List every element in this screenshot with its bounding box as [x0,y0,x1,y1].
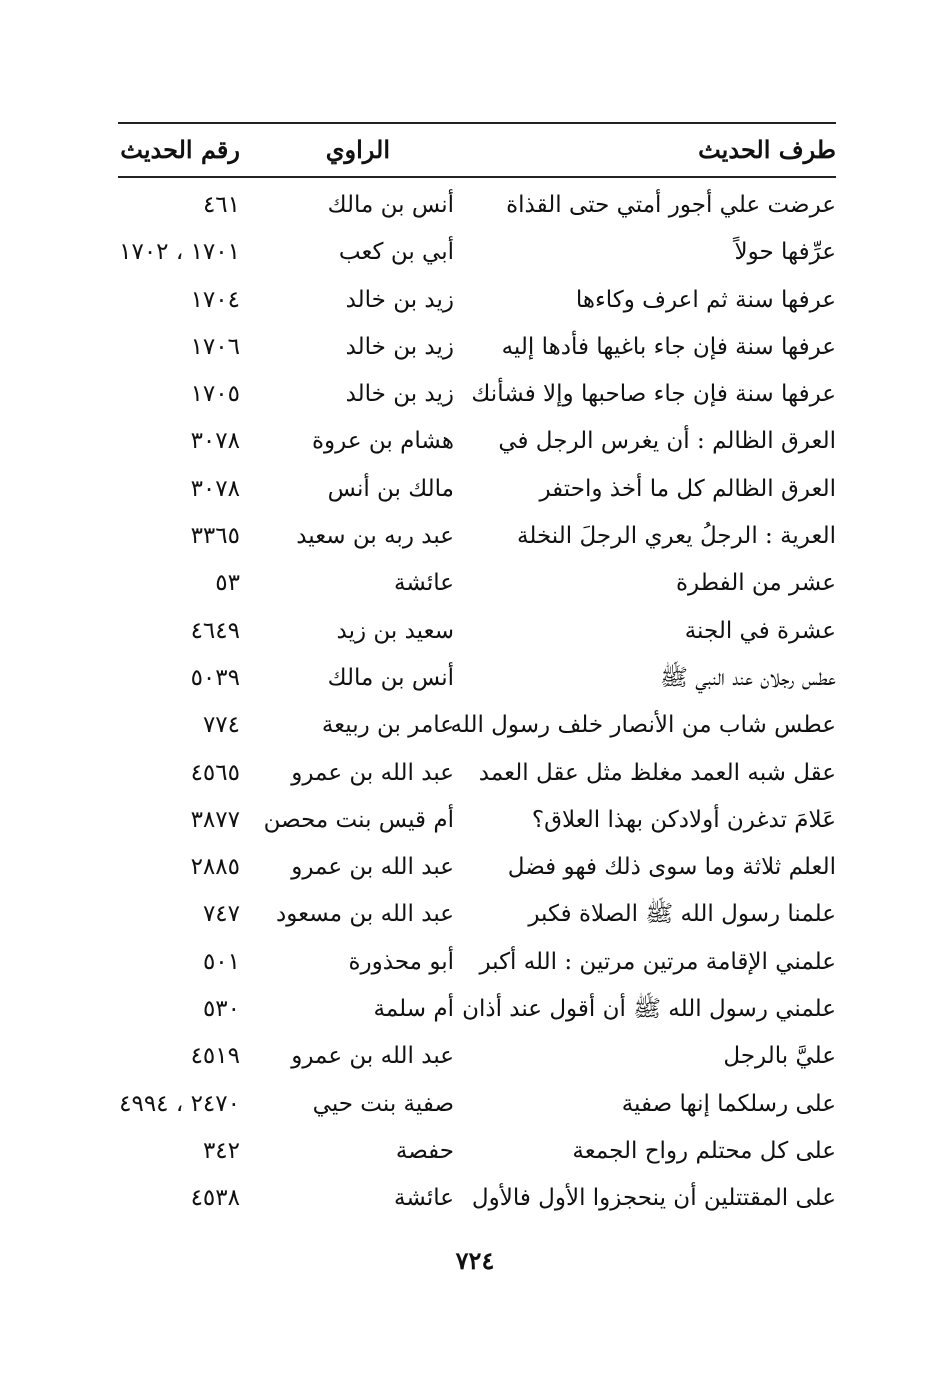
hadith-text: عرضت علي أجور أمتي حتى القذاة [506,192,836,218]
hadith-number: ٤٦١ [202,192,240,218]
hadith-text: عرفها سنة فإن جاء باغيها فأدها إليه [501,333,836,360]
hadith-number: ٥٠٣٩ [190,664,240,691]
narrator-name: زيد بن خالد [345,333,454,360]
hadith-number: ٢٤٧٠ ، ٤٩٩٤ [119,1090,240,1117]
hadith-index-table [118,122,836,1223]
table-row [118,608,836,655]
header-narrator: الراوي [325,135,390,164]
hadith-number: ١٧٠٦ [190,333,240,360]
narrator-name: سعيد بن زيد [336,617,454,644]
hadith-text: عرفها سنة فإن جاء صاحبها وإلا فشأنك [471,381,836,408]
hadith-text: عقل شبه العمد مغلظ مثل عقل العمد [478,759,836,786]
hadith-text: عطس رجلان عند النبي ﷺ [660,664,836,691]
hadith-number: ١٧٠١ ، ١٧٠٢ [119,239,240,266]
table-row [118,182,836,229]
hadith-text: علمني رسول الله ﷺ أن أقول عند أذان [462,996,836,1023]
narrator-name: عبد ربه بن سعيد [296,523,454,550]
narrator-name: عبد الله بن عمرو [291,1043,454,1070]
narrator-name: صفية بنت حيي [312,1090,454,1117]
header-number: رقم الحديث [120,135,240,164]
table-row [118,655,836,702]
hadith-number: ٤٥١٩ [190,1043,240,1070]
hadith-text: علمنا رسول الله ﷺ الصلاة فكبر [528,901,836,928]
hadith-number: ٣٠٧٨ [190,475,240,502]
hadith-number: ٤٥٦٥ [190,759,240,786]
table-row [118,513,836,560]
hadith-number: ٥٠١ [202,948,240,975]
narrator-name: أنس بن مالك [327,192,454,218]
table-row [118,891,836,938]
table-row [118,1033,836,1080]
hadith-text: العرق الظالم : أن يغرس الرجل في [498,428,836,455]
hadith-number: ٤٦٤٩ [190,617,240,644]
table-row [118,324,836,371]
narrator-name: عبد الله بن عمرو [291,759,454,786]
header-hadith: طرف الحديث [698,135,836,164]
table-row [118,1081,836,1128]
hadith-text: عَلامَ تدغرن أولادكن بهذا العلاق؟ [531,806,836,833]
narrator-name: أم سلمة [373,996,454,1023]
table-row [118,371,836,418]
hadith-text: على رسلكما إنها صفية [621,1090,836,1117]
hadith-number: ٣٣٦٥ [190,523,240,550]
table-row [118,1128,836,1175]
hadith-text: عطس شاب من الأنصار خلف رسول الله [450,712,836,739]
narrator-name: أبو محذورة [348,948,454,975]
table-header [118,122,836,178]
table-row [118,277,836,324]
table-row [118,702,836,749]
hadith-number: ٥٣ [215,570,240,597]
narrator-name: أم قيس بنت محصن [263,806,454,833]
hadith-number: ٣٠٧٨ [190,428,240,455]
narrator-name: هشام بن عروة [312,428,454,455]
hadith-text: العرية : الرجلُ يعري الرجلَ النخلة [517,523,836,550]
hadith-number: ٤٥٣٨ [190,1185,240,1212]
narrator-name: عامر بن ربيعة [321,712,454,739]
narrator-name: حفصة [395,1137,454,1164]
hadith-number: ٣٨٧٧ [190,806,240,833]
narrator-name: مالك بن أنس [327,475,454,502]
narrator-name: أنس بن مالك [327,664,454,691]
table-row [118,797,836,844]
hadith-number: ١٧٠٤ [190,286,240,313]
table-row [118,560,836,607]
hadith-text: عليَّ بالرجل [723,1043,836,1070]
narrator-name: عبد الله بن مسعود [276,901,454,928]
hadith-text: على المقتتلين أن ينحجزوا الأول فالأول [471,1185,836,1212]
hadith-text: عشر من الفطرة [675,570,836,597]
hadith-text: عرفها سنة ثم اعرف وكاءها [575,286,836,313]
table-row [118,418,836,465]
table-row [118,229,836,276]
hadith-text: علمني الإقامة مرتين مرتين : الله أكبر [479,948,836,975]
table-row [118,986,836,1033]
hadith-number: ٧٧٤ [202,712,240,739]
table-row [118,750,836,797]
hadith-number: ٣٤٢ [202,1137,240,1164]
table-row [118,466,836,513]
page-number: ٧٢٤ [455,1246,495,1275]
table-body [118,182,836,1223]
hadith-text: العلم ثلاثة وما سوى ذلك فهو فضل [507,854,836,881]
table-row [118,939,836,986]
table-row [118,844,836,891]
narrator-name: عائشة [394,570,454,597]
hadith-number: ٧٤٧ [202,901,240,928]
hadith-text: العرق الظالم كل ما أخذ واحتفر [539,475,836,502]
hadith-text: عرِّفها حولاً [734,239,836,266]
narrator-name: عائشة [394,1185,454,1212]
narrator-name: زيد بن خالد [345,381,454,408]
hadith-text: على كل محتلم رواح الجمعة [572,1137,836,1164]
hadith-number: ٢٨٨٥ [190,854,240,881]
hadith-number: ١٧٠٥ [190,381,240,408]
hadith-number: ٥٣٠ [202,996,240,1023]
narrator-name: عبد الله بن عمرو [291,854,454,881]
table-row [118,1175,836,1222]
hadith-text: عشرة في الجنة [684,617,836,644]
narrator-name: أبي بن كعب [338,239,454,266]
narrator-name: زيد بن خالد [345,286,454,313]
